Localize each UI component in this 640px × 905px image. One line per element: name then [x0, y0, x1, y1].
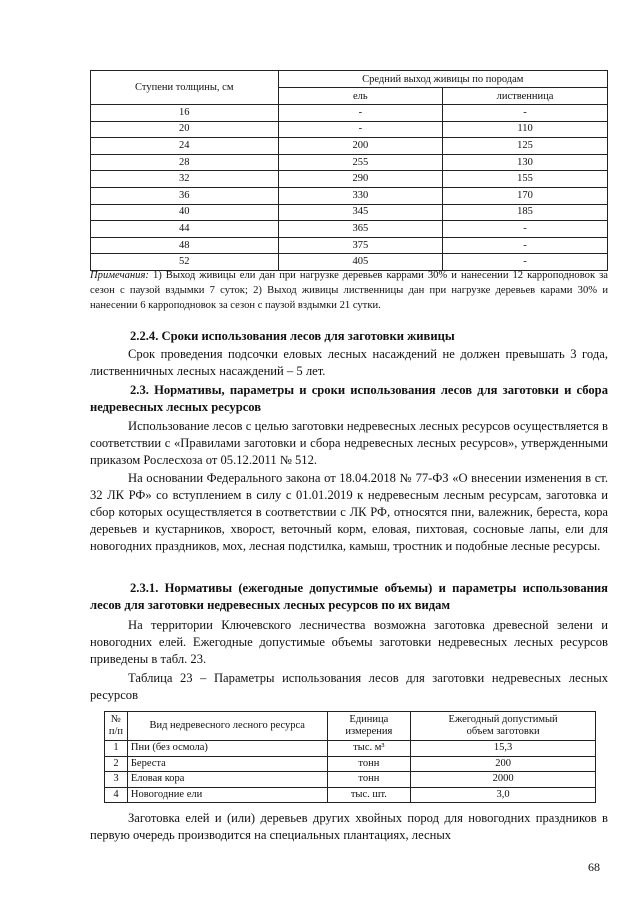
unit-cell: тыс. шт. [327, 787, 411, 803]
table-row [91, 171, 608, 188]
thickness-cell: 24 [91, 138, 279, 155]
spruce-cell: 290 [278, 171, 443, 188]
larch-cell: 110 [443, 121, 608, 138]
unit-cell: тонн [327, 772, 411, 788]
paragraph-2-3-a-text: Использование лесов с целью заготовки недревесных лесных ресурсов осуществляется в соответствии с «Правилами заготовки и сбора недревесных лесных ресурсов», утвержденными приказом Рослесхоза от 05.12.2011 № 512. [90, 419, 608, 467]
row-number-cell: 1 [105, 741, 128, 757]
spruce-cell: 405 [278, 254, 443, 271]
thickness-cell: 52 [91, 254, 279, 271]
unit-cell: тыс. м³ [327, 741, 411, 757]
larch-cell: 170 [443, 187, 608, 204]
thickness-cell: 44 [91, 221, 279, 238]
table-notes [90, 268, 608, 313]
paragraph-2-2-4 [90, 346, 608, 380]
spruce-cell: - [278, 121, 443, 138]
volume-cell: 15,3 [411, 741, 596, 757]
row-number-cell: 2 [105, 756, 128, 772]
table-row [105, 756, 596, 772]
thickness-cell: 28 [91, 154, 279, 171]
thickness-cell: 16 [91, 105, 279, 122]
resource-name-cell: Новогодние ели [127, 787, 327, 803]
larch-cell: - [443, 237, 608, 254]
resource-name-cell: Пни (без осмола) [127, 741, 327, 757]
paragraph-2-3-a [90, 418, 608, 469]
spruce-cell: 255 [278, 154, 443, 171]
paragraph-final-text: Заготовка елей и (или) деревьев других хвойных пород для новогодних праздников в первую очередь производится на специальных плантациях, лесных [90, 811, 608, 842]
heading-2-3: 2.3. Нормативы, параметры и сроки использования лесов для заготовки и сбора недревесных лесных ресурсов [90, 383, 608, 414]
paragraph-2-3-1-text: На территории Ключевского лесничества возможна заготовка древесной зелени и новогодних елей. Ежегодные допустимые объемы заготовки недревесных лесных ресурсов приведены в табл. 23. [90, 618, 608, 666]
spruce-cell: 365 [278, 221, 443, 238]
volume-cell: 2000 [411, 772, 596, 788]
unit-cell: тонн [327, 756, 411, 772]
spruce-cell: 345 [278, 204, 443, 221]
resin-yield-table [90, 70, 608, 271]
page-number: 68 [588, 860, 600, 874]
thickness-cell: 48 [91, 237, 279, 254]
resource-name-cell: Береста [127, 756, 327, 772]
larch-cell: - [443, 105, 608, 122]
table-row [91, 121, 608, 138]
larch-cell: 155 [443, 171, 608, 188]
table-23-caption [90, 670, 608, 704]
thickness-cell: 36 [91, 187, 279, 204]
larch-cell: 130 [443, 154, 608, 171]
volume-cell: 3,0 [411, 787, 596, 803]
notes-text: 1) Выход живицы ели дан при нагрузке деревьев каррами 30% и нанесении 12 карроподновок за сезон с паузой вздымки 7 суток; 2) Выход живицы лиственницы дан при нагрузке деревьев карами 30% и нанесении 6 карроподновок за сезон с паузой вздымки 21 сутки. [90, 270, 608, 311]
thickness-cell: 20 [91, 121, 279, 138]
header-resin-yield: Средний выход живицы по породам [278, 71, 607, 88]
non-timber-resources-table [104, 711, 596, 803]
larch-cell: 125 [443, 138, 608, 155]
paragraph-2-3-b [90, 470, 608, 555]
header-larch: лиственница [443, 88, 608, 105]
paragraph-2-3-1 [90, 617, 608, 668]
header-unit: Единица измерения [327, 712, 411, 741]
table-row [91, 221, 608, 238]
spruce-cell: 200 [278, 138, 443, 155]
table-row [91, 154, 608, 171]
heading-2-2-4: 2.2.4. Сроки использования лесов для заготовки живицы [130, 329, 455, 343]
larch-cell: - [443, 221, 608, 238]
table-row [91, 204, 608, 221]
thickness-cell: 40 [91, 204, 279, 221]
table-row [105, 772, 596, 788]
spruce-cell: 330 [278, 187, 443, 204]
heading-2-3-1: 2.3.1. Нормативы (ежегодные допустимые объемы) и параметры использования лесов для заготовки недревесных лесных ресурсов по их видам [90, 581, 608, 612]
thickness-cell: 32 [91, 171, 279, 188]
table-row [91, 138, 608, 155]
larch-cell: 185 [443, 204, 608, 221]
row-number-cell: 4 [105, 787, 128, 803]
table-23-caption-text: Таблица 23 – Параметры использования лесов для заготовки недревесных лесных ресурсов [90, 671, 608, 702]
paragraph-final [90, 810, 608, 844]
table-row [91, 105, 608, 122]
header-number: № п/п [105, 712, 128, 741]
row-number-cell: 3 [105, 772, 128, 788]
table-row [105, 741, 596, 757]
spruce-cell: 375 [278, 237, 443, 254]
header-spruce: ель [278, 88, 443, 105]
header-resource-kind: Вид недревесного лесного ресурса [127, 712, 327, 741]
larch-cell: - [443, 254, 608, 271]
volume-cell: 200 [411, 756, 596, 772]
notes-label: Примечания: [90, 270, 149, 281]
paragraph-2-3-b-text: На основании Федерального закона от 18.04.2018 № 77-ФЗ «О внесении изменения в ст. 32 ЛК РФ» со вступлением в силу с 01.01.2019 к недревесным лесным ресурсам, заготовка и сбор которых осуществляется в соответствии с ЛК РФ, относятся пни, валежник, береста, кора деревьев и кустарников, хворост, веточный корм, еловая, пихтовая, сосновые лапы, ели для новогодних праздников, мох, лесная подстилка, камыш, тростник и подобные лесные ресурсы. [90, 471, 608, 553]
table-row [91, 237, 608, 254]
paragraph-2-2-4-text: Срок проведения подсочки еловых лесных насаждений не должен превышать 3 года, лиственничных лесных насаждений – 5 лет. [90, 347, 608, 378]
resource-name-cell: Еловая кора [127, 772, 327, 788]
table-row [105, 787, 596, 803]
table-row [91, 187, 608, 204]
header-thickness: Ступени толщины, см [91, 71, 279, 105]
spruce-cell: - [278, 105, 443, 122]
header-annual-volume: Ежегодный допустимый объем заготовки [411, 712, 596, 741]
